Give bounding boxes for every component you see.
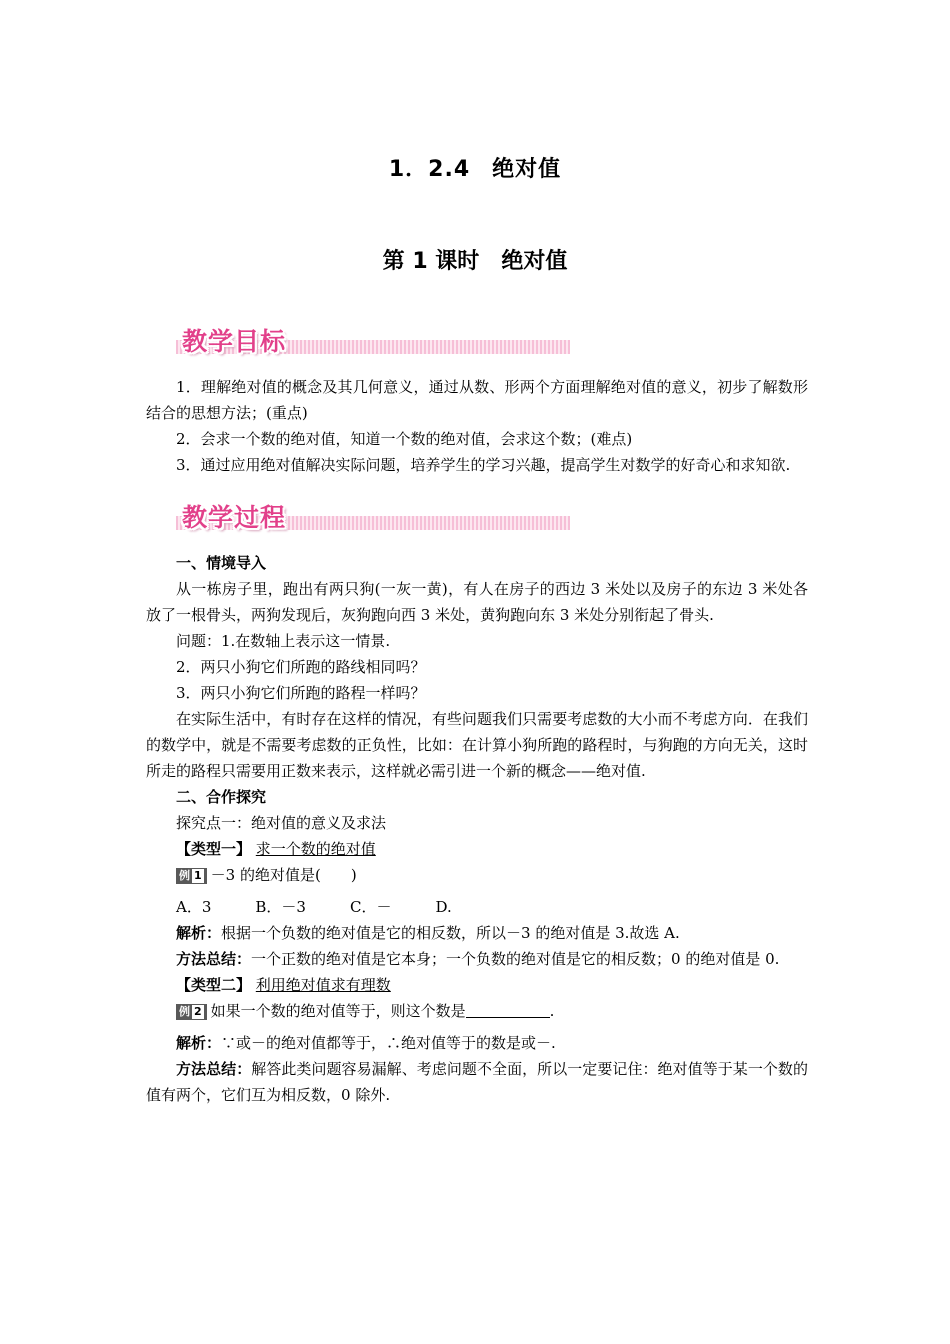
question-3: 3．两只小狗它们所跑的路程一样吗？ [176,684,426,702]
process-content [146,550,808,1108]
question-1: 问题：1.在数轴上表示这一情景. [176,632,391,650]
chapter-number: 1．2.4 [388,157,471,182]
lesson-title [0,244,950,275]
example-badge: 例 2 [176,1004,207,1020]
example-2-analysis: 解析：∵或－的绝对值都等于，∴绝对值等于的数是或－. [176,1034,556,1052]
goals-banner-label: 教学目标 [182,327,287,356]
example-1-options [146,894,808,920]
explain-paragraph: 在实际生活中，有时存在这样的情况，有些问题我们只需要考虑数的大小而不考虑方向．在我们的数学中，就是不需要考虑数的正负性，比如：在计算小狗所跑的路程时，与狗跑的方向无关，这时所走的路程只需要用正数来表示，这样就必需引进一个新的概念——绝对值. [146,710,808,780]
lesson-name: 绝对值 [501,249,568,274]
goal-item: 3．通过应用绝对值解决实际问题，培养学生的学习兴趣，提高学生对数学的好奇心和求知欲. [176,456,791,474]
chapter-name: 绝对值 [492,157,562,182]
example-badge: 例 1 [176,868,207,884]
chapter-title [0,152,950,183]
option-a: A．3 [176,898,212,916]
type-2-heading [146,972,808,998]
answer-blank [466,1001,550,1018]
process-banner [176,502,570,538]
type-2-label: 【类型二】 [176,976,252,994]
lesson-number: 第 1 课时 [382,249,480,274]
section-heading: 二、合作探究 [176,788,267,806]
example-1-summary: 方法总结：一个正数的绝对值是它本身；一个负数的绝对值是它的相反数；0 的绝对值是 0. [176,950,780,968]
explore-point: 探究点一：绝对值的意义及求法 [176,814,387,832]
example-1-question: 例 1 －3 的绝对值是( ) [146,862,808,888]
option-c: C．－ [349,898,392,916]
goal-item: 1．理解绝对值的概念及其几何意义，通过从数、形两个方面理解绝对值的意义，初步了解数形结合的思想方法；(重点) [146,378,808,422]
option-b: B．－3 [255,898,306,916]
type-1-title: 求一个数的绝对值 [255,840,376,858]
example-2-summary: 方法总结：解答此类问题容易漏解、考虑问题不全面，所以一定要记住：绝对值等于某一个数的值有两个，它们互为相反数，0 除外. [146,1060,808,1104]
example-2-question: 例 2 如果一个数的绝对值等于，则这个数是 . [146,998,808,1024]
story-paragraph: 从一栋房子里，跑出有两只狗(一灰一黄)，有人在房子的西边 3 米处以及房子的东边 3 米处各放了一根骨头，两狗发现后，灰狗跑向西 3 米处，黄狗跑向东 3 米处分别衔起了骨头. [146,580,808,624]
goal-item: 2．会求一个数的绝对值，知道一个数的绝对值，会求这个数；(难点) [176,430,633,448]
type-1-label: 【类型一】 [176,840,252,858]
section-heading: 一、情境导入 [176,554,267,572]
process-banner-label: 教学过程 [182,503,287,532]
option-d: D. [435,898,452,916]
type-1-heading [146,836,808,862]
question-2: 2．两只小狗它们所跑的路线相同吗？ [176,658,426,676]
example-1-analysis: 解析：根据一个负数的绝对值是它的相反数，所以－3 的绝对值是 3.故选 A. [176,924,680,942]
goals-banner [176,326,570,362]
goals-list [146,374,808,478]
type-2-title: 利用绝对值求有理数 [255,976,391,994]
